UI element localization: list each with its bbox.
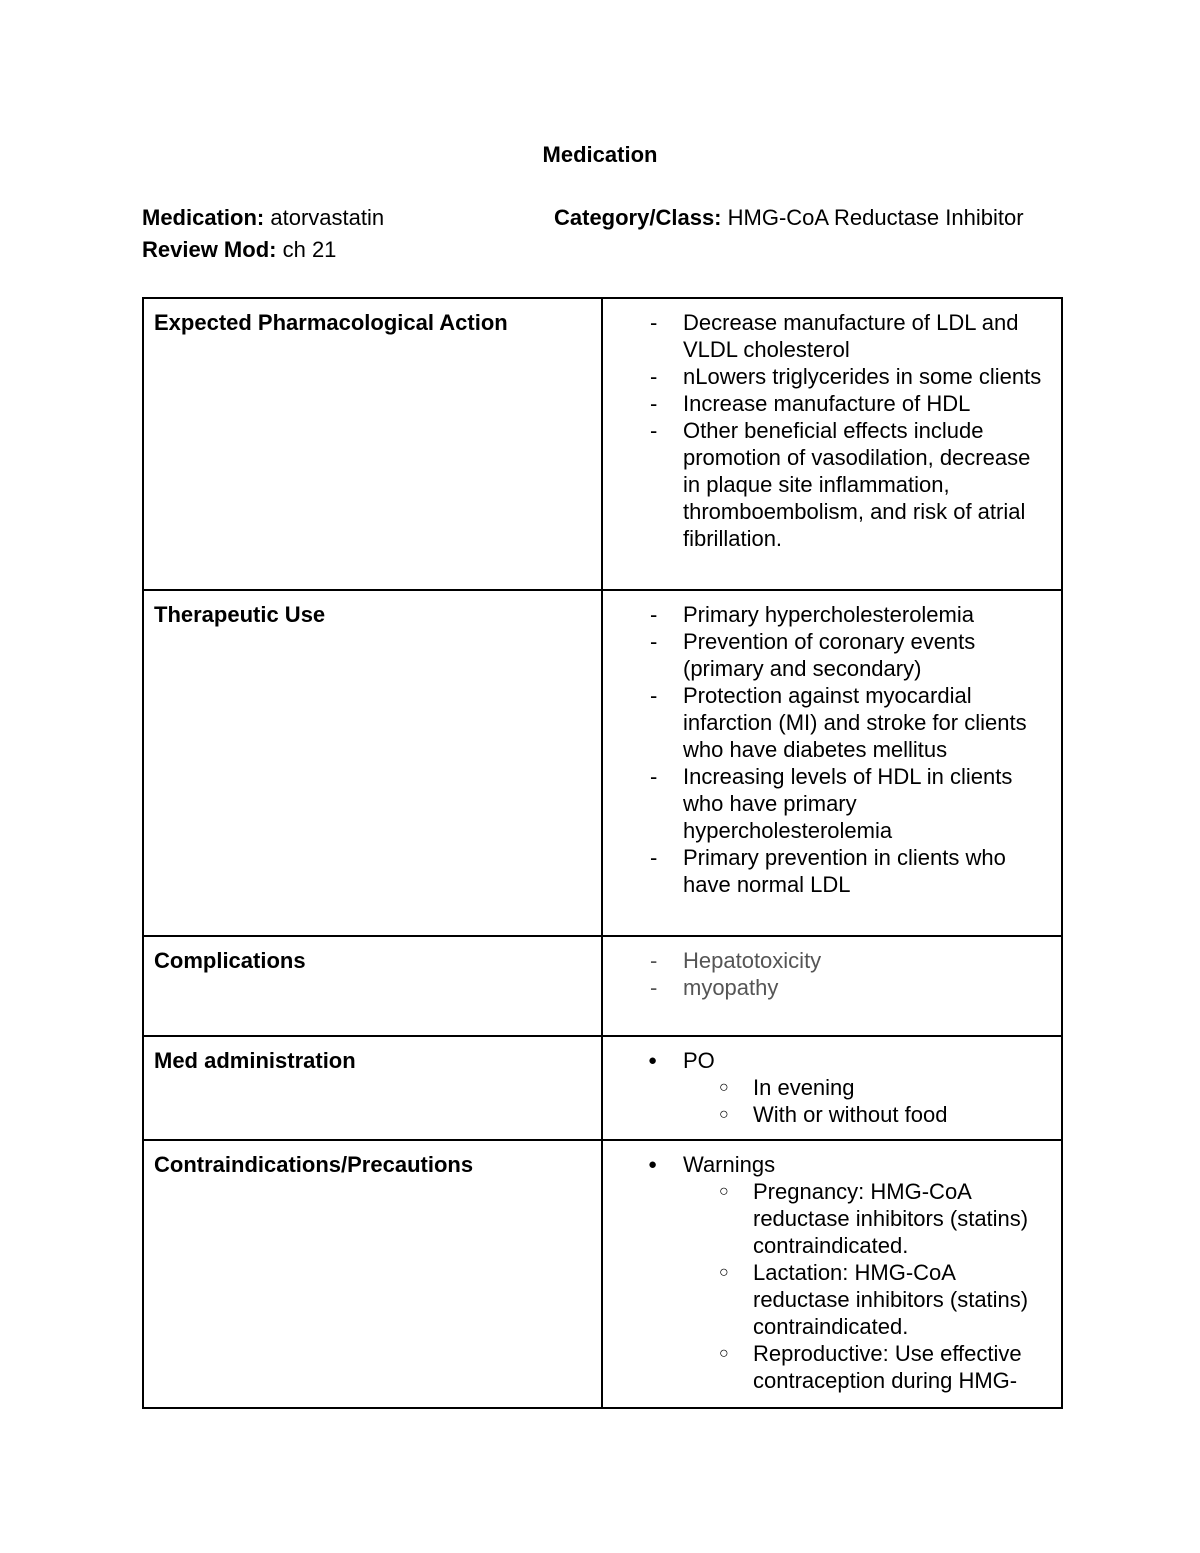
review-label: Review Mod:: [142, 237, 277, 262]
row-label: Med administration: [143, 1036, 602, 1140]
action-list: [613, 309, 1051, 552]
list-item: [613, 1151, 1051, 1394]
review-line: [142, 235, 336, 265]
list-item: - Hepatotoxicity: [613, 947, 1051, 974]
list-item: - Protection against myocardial infarction (MI) and stroke for clients who have diabetes mellitus: [613, 682, 1051, 763]
list-item: - Increase manufacture of HDL: [613, 390, 1051, 417]
list-item-text: PO: [683, 1048, 715, 1073]
review-value: ch 21: [282, 237, 337, 262]
page-title: Medication: [542, 142, 658, 167]
table-row-pharmacological-action: [143, 298, 1062, 590]
list-item: - Increasing levels of HDL in clients who have primary hypercholesterolemia: [613, 763, 1051, 844]
contraindications-list: [613, 1151, 1051, 1394]
sub-list-item: ○ Pregnancy: HMG-CoA reductase inhibitors (statins) contraindicated.: [683, 1178, 1051, 1259]
administration-list: [613, 1047, 1051, 1128]
sub-list-item: ○ Reproductive: Use effective contraception during HMG-: [683, 1340, 1051, 1394]
medication-line: [142, 203, 384, 233]
table-row-complications: [143, 936, 1062, 1036]
row-content: [602, 1036, 1062, 1140]
list-item: - nLowers triglycerides in some clients: [613, 363, 1051, 390]
row-label: Contraindications/Precautions: [143, 1140, 602, 1408]
table-row-therapeutic-use: [143, 590, 1062, 936]
table-row-med-administration: [143, 1036, 1062, 1140]
therapeutic-list: [613, 601, 1051, 898]
category-line: [554, 203, 1024, 233]
sub-list: [683, 1178, 1051, 1394]
complications-list: [613, 947, 1051, 1001]
row-content: [602, 590, 1062, 936]
list-item: [613, 1047, 1051, 1128]
list-item: - Prevention of coronary events (primary and secondary): [613, 628, 1051, 682]
category-label: Category/Class:: [554, 205, 722, 230]
medication-label: Medication:: [142, 205, 265, 230]
row-content: [602, 1140, 1062, 1408]
row-label: Expected Pharmacological Action: [143, 298, 602, 590]
row-content: [602, 298, 1062, 590]
sub-list-item: ○ Lactation: HMG-CoA reductase inhibitors (statins) contraindicated.: [683, 1259, 1051, 1340]
sub-list-item: ○ In evening: [683, 1074, 1051, 1101]
row-label: Therapeutic Use: [143, 590, 602, 936]
list-item: - Primary prevention in clients who have normal LDL: [613, 844, 1051, 898]
list-item: - Primary hypercholesterolemia: [613, 601, 1051, 628]
medication-value: atorvastatin: [270, 205, 385, 230]
sub-list: [683, 1074, 1051, 1128]
row-label: Complications: [143, 936, 602, 1036]
list-item-text: Warnings: [683, 1152, 776, 1177]
list-item: - Decrease manufacture of LDL and VLDL cholesterol: [613, 309, 1051, 363]
medication-table: [142, 297, 1063, 1409]
list-item: - myopathy: [613, 974, 1051, 1001]
list-item: - Other beneficial effects include promotion of vasodilation, decrease in plaque site inflammation, thromboembolism, and risk of atrial fibrillation.: [613, 417, 1051, 552]
sub-list-item: ○ With or without food: [683, 1101, 1051, 1128]
category-value: HMG-CoA Reductase Inhibitor: [727, 205, 1024, 230]
table-row-contraindications: [143, 1140, 1062, 1408]
row-content: [602, 936, 1062, 1036]
